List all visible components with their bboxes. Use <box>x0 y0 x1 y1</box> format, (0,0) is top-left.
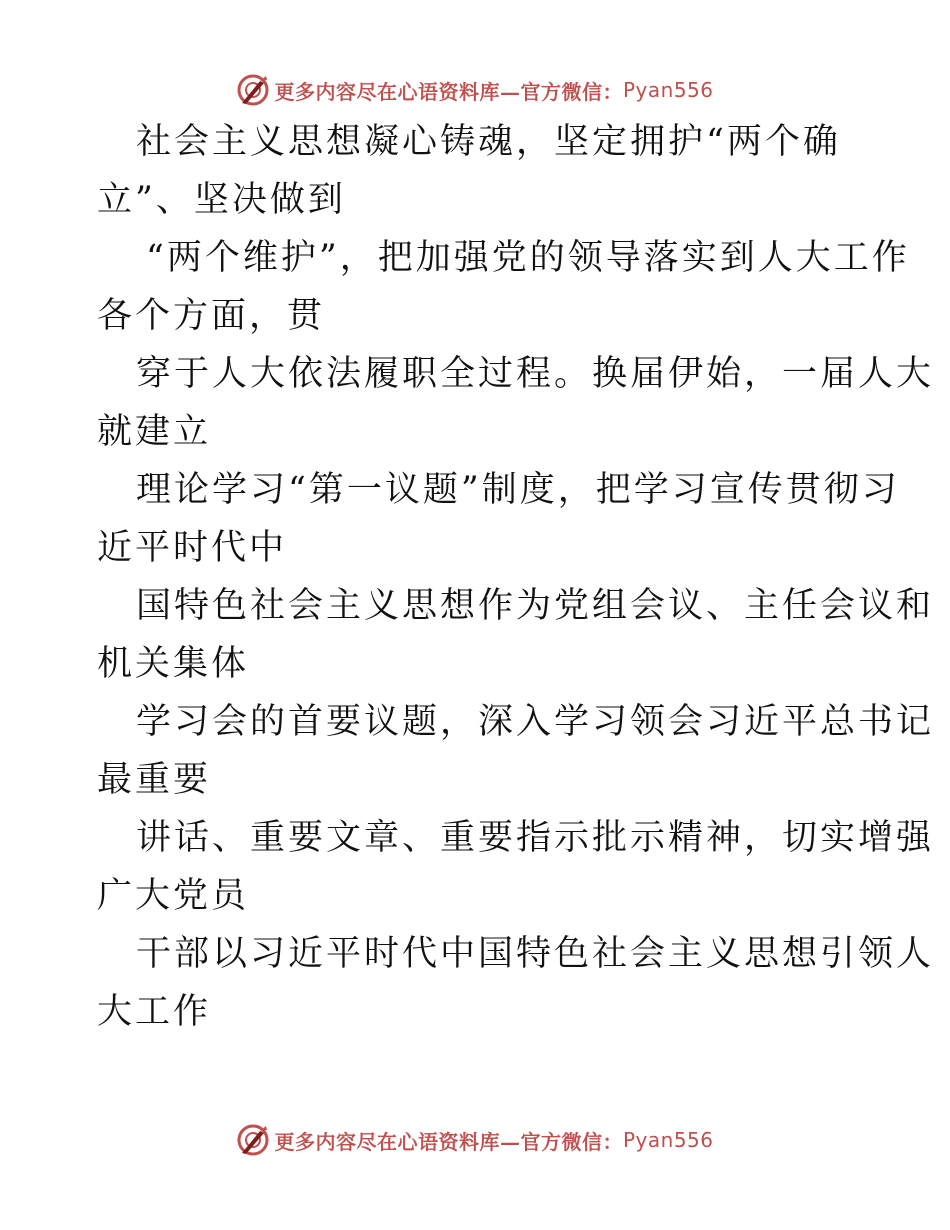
banner-text: 更多内容尽在心语资料库—官方微信： <box>274 79 623 104</box>
body-line: 社会主义思想凝心铸魂，坚定拥护“两个确 <box>136 122 841 162</box>
body-line: “两个维护”，把加强党的领导落实到人大工作 <box>146 238 910 278</box>
body-line: 穿于人大依法履职全过程。换届伊始，一届人大 <box>136 354 935 394</box>
body-line: 学习会的首要议题，深入学习领会习近平总书记 <box>136 702 935 742</box>
footer-watermark-banner <box>0 1118 950 1162</box>
red-quill-logo-icon <box>236 73 270 107</box>
wechat-id: Pyan556 <box>622 78 714 102</box>
body-line: 广大党员 <box>97 876 250 916</box>
body-line: 大工作 <box>97 992 212 1032</box>
header-watermark-banner <box>0 68 950 112</box>
red-quill-logo-icon <box>236 1123 270 1157</box>
body-line: 各个方面，贯 <box>97 296 326 336</box>
body-line: 国特色社会主义思想作为党组会议、主任会议和 <box>136 586 935 626</box>
wechat-id: Pyan556 <box>622 1128 714 1152</box>
body-line: 就建立 <box>97 412 212 452</box>
body-line: 立”、坚决做到 <box>97 180 346 220</box>
body-line: 最重要 <box>97 760 212 800</box>
body-line: 机关集体 <box>97 644 250 684</box>
body-line: 干部以习近平时代中国特色社会主义思想引领人 <box>136 934 935 974</box>
body-line: 近平时代中 <box>97 528 288 568</box>
banner-text: 更多内容尽在心语资料库—官方微信： <box>274 1129 623 1154</box>
body-line: 讲话、重要文章、重要指示批示精神，切实增强 <box>136 818 935 858</box>
body-line: 理论学习“第一议题”制度，把学习宣传贯彻习 <box>136 470 900 510</box>
